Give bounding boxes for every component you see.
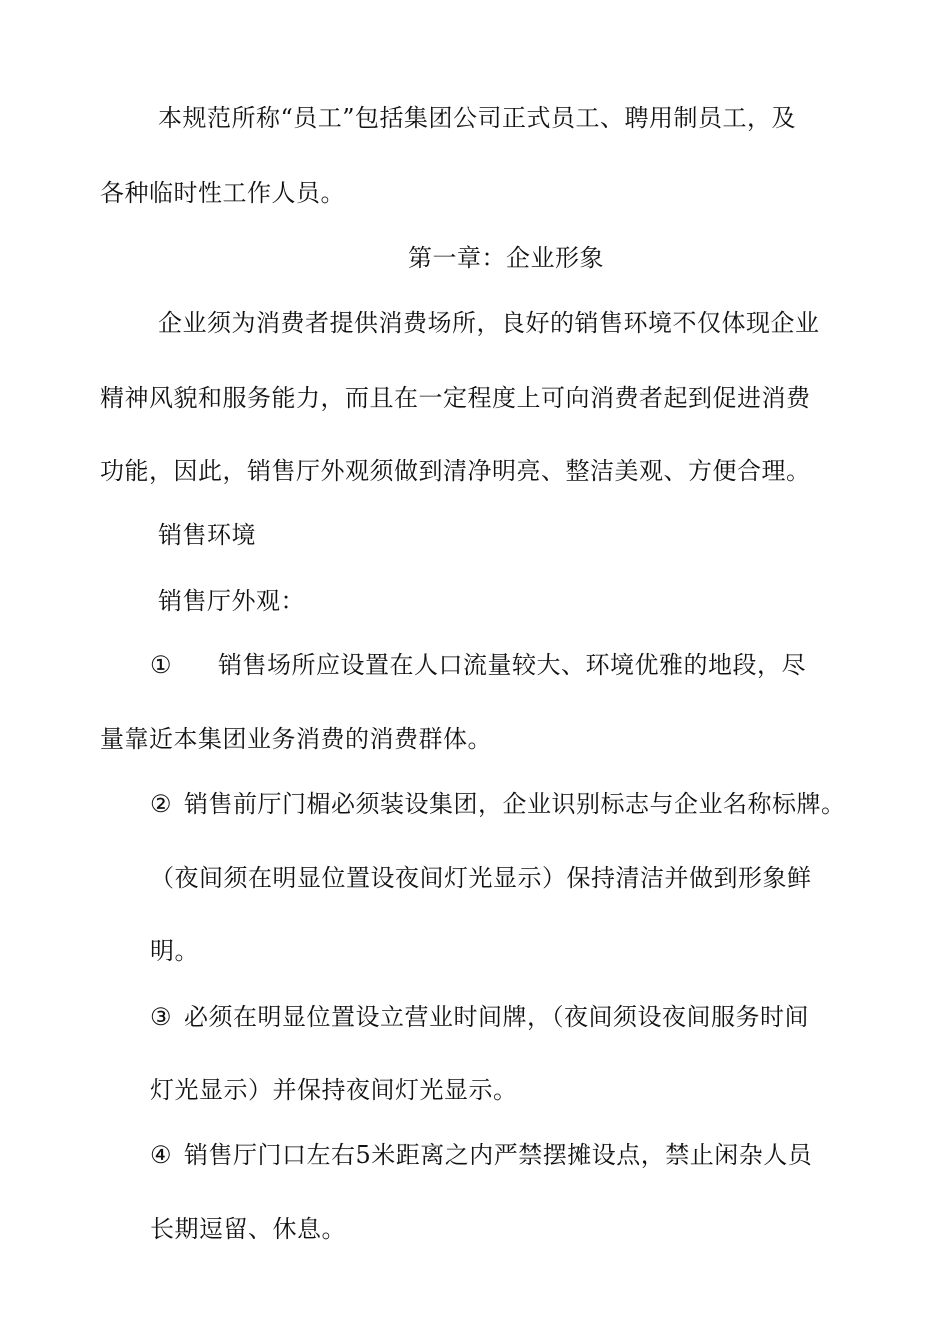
list-marker: ① <box>150 651 173 679</box>
list-item-text: 销售前厅门楣必须装设集团，企业识别标志与企业名称标牌。 <box>184 790 846 818</box>
paragraph-line: （夜间须在明显位置设夜间灯光显示）保持清洁并做到形象鲜 <box>150 864 812 892</box>
list-marker: ② <box>150 790 173 818</box>
paragraph-line: 企业须为消费者提供消费场所，良好的销售环境不仅体现企业 <box>158 309 820 337</box>
paragraph-line: 精神风貌和服务能力，而且在一定程度上可向消费者起到促进消费 <box>100 384 811 412</box>
list-item <box>150 1002 809 1032</box>
list-item-text: 销售场所应设置在人口流量较大、环境优雅的地段，尽 <box>218 651 807 679</box>
list-item-text: 必须在明显位置设立营业时间牌，（夜间须设夜间服务时间 <box>184 1003 810 1031</box>
list-item <box>150 1140 812 1170</box>
paragraph-line: 各种临时性工作人员。 <box>100 179 345 207</box>
paragraph-line: 明。 <box>150 937 199 965</box>
list-marker: ③ <box>150 1003 173 1031</box>
list-item <box>150 650 806 680</box>
paragraph-line: 本规范所称“员工”包括集团公司正式员工、聘用制员工，及 <box>158 104 797 132</box>
paragraph-line: 量靠近本集团业务消费的消费群体。 <box>100 725 492 753</box>
subsection-heading: 销售厅外观： <box>158 587 305 615</box>
paragraph-line: 功能，因此，销售厅外观须做到清净明亮、整洁美观、方便合理。 <box>100 457 811 485</box>
paragraph-line: 灯光显示）并保持夜间灯光显示。 <box>150 1076 518 1104</box>
section-heading: 销售环境 <box>158 521 256 549</box>
paragraph-line: 长期逗留、休息。 <box>150 1215 346 1243</box>
list-item <box>150 789 846 819</box>
list-marker: ④ <box>150 1141 173 1169</box>
list-item-text: 销售厅门口左右5米距离之内严禁摆摊设点，禁止闲杂人员 <box>184 1141 813 1169</box>
chapter-heading: 第一章：企业形象 <box>408 244 604 272</box>
